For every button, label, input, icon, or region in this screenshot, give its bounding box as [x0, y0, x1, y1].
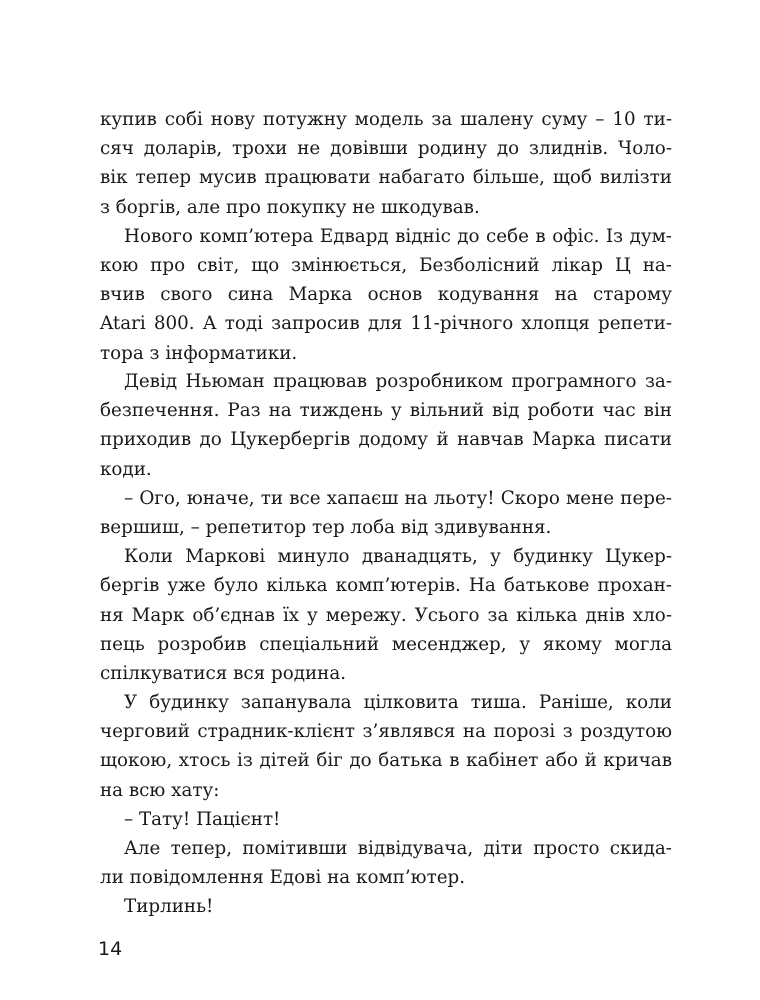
text-block-bottom: [100, 367, 672, 922]
text-line: коди.: [100, 458, 152, 480]
text-line: – Тату! Пацієнт!: [124, 808, 281, 830]
text-line: Тирлинь!: [124, 896, 214, 918]
text-line: Але тепер, помітивши відвідувача, діти просто скида-: [124, 838, 672, 859]
text-line: Atari 800. А тоді запросив для 11-річного хлопця репети-: [100, 313, 672, 335]
text-line: пець розробив спеціальний месенджер, у якому могла: [100, 633, 672, 655]
text-line: – Ого, юначе, ти все хапаєш на льоту! Скоро мене пере-: [124, 487, 672, 509]
text-line: вчив свого сина Марка основ кодування на старому: [100, 284, 672, 306]
text-line: з боргів, але про покупку не шкодував.: [100, 196, 480, 218]
text-line: приходив до Цукербергів додому й навчав Марка писати: [100, 429, 672, 451]
text-line: ли повідомлення Едові на комп’ютер.: [100, 867, 466, 889]
text-line: черговий страдник-клієнт з’являвся на порозі з роздутою: [100, 721, 672, 743]
text-line: Нового комп’ютера Едвард відніс до себе в офіс. Із дум-: [124, 225, 672, 247]
text-line: щокою, хтось із дітей біг до батька в кабінет або й кричав: [100, 750, 672, 772]
text-line: бергів уже було кілька комп’ютерів. На батькове прохан-: [100, 575, 672, 597]
text-line: Коли Маркові минуло дванадцять, у будинку Цукер-: [124, 546, 672, 568]
text-line: вершиш, – репетитор тер лоба від здивування.: [100, 516, 552, 538]
text-block-top: [100, 105, 672, 368]
text-line: ня Марк об’єднав їх у мережу. Усього за кілька днів хло-: [100, 604, 672, 626]
page-number: 14: [98, 938, 123, 960]
text-line: Девід Ньюман працював розробником програмного за-: [124, 371, 672, 392]
text-line: вік тепер мусив працювати набагато більше, щоб вилізти: [100, 167, 672, 189]
text-line: сяч доларів, трохи не довівши родину до злиднів. Чоло-: [100, 138, 672, 160]
text-line: на всю хату:: [100, 779, 220, 801]
text-line: тора з інформатики.: [100, 342, 298, 364]
text-line: У будинку запанувала цілковита тиша. Раніше, коли: [124, 692, 672, 714]
text-line: кою про світ, що змінюється, Безболісний лікар Ц на-: [100, 254, 672, 276]
text-line: спілкуватися вся родина.: [100, 662, 347, 684]
text-line: безпечення. Раз на тиждень у вільний від роботи час він: [100, 400, 672, 422]
text-line: купив собі нову потужну модель за шалену суму – 10 ти-: [100, 109, 672, 130]
